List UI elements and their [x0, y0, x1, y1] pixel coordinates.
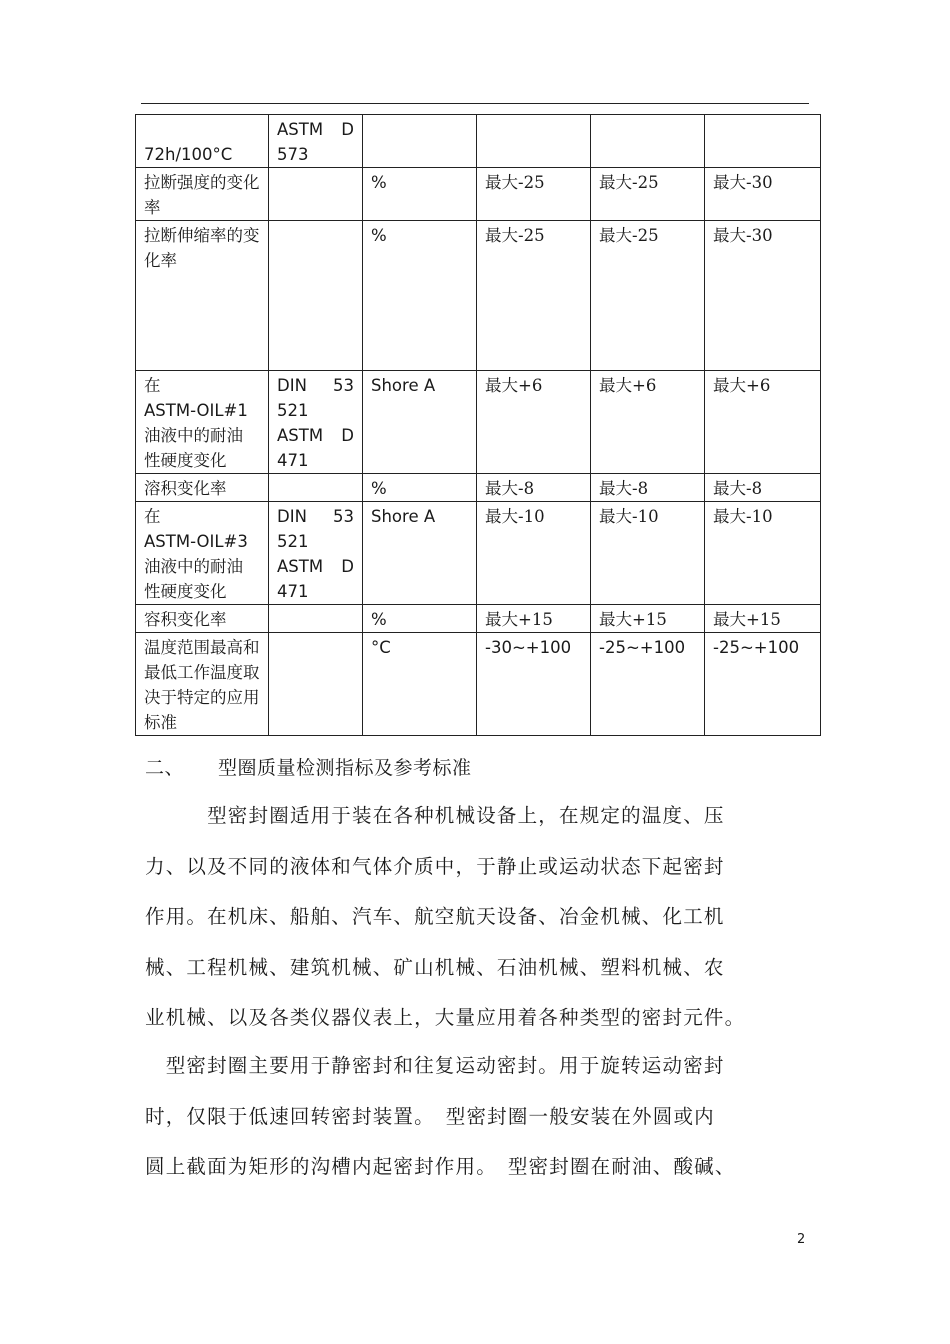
- cell-text: 油液中的耐油: [144, 426, 243, 445]
- table-cell: [269, 605, 363, 633]
- cell-text: ASTM: [277, 120, 324, 139]
- table-cell: Shore A: [363, 371, 477, 474]
- table-cell: 最大+6: [705, 371, 821, 474]
- cell-text: 573: [277, 145, 309, 164]
- table-row: [136, 221, 821, 371]
- table-cell: [269, 502, 363, 605]
- table-row: [136, 633, 821, 736]
- table-cell: °C: [363, 633, 477, 736]
- cell-text: D: [341, 120, 354, 139]
- cell-text: ASTM-OIL#1: [144, 401, 248, 420]
- cell-text: ASTM: [277, 557, 324, 576]
- table-cell: [136, 371, 269, 474]
- table-cell: [591, 115, 705, 168]
- table-cell: 拉断强度的变化率: [136, 168, 269, 221]
- table-cell: 最大+15: [705, 605, 821, 633]
- table-cell: %: [363, 221, 477, 371]
- text-line: 械、工程机械、建筑机械、矿山机械、石油机械、塑料机械、农: [145, 955, 725, 979]
- table-cell: 容积变化率: [136, 605, 269, 633]
- text-line: 业机械、以及各类仪器仪表上，大量应用着各种类型的密封元件。: [145, 1006, 746, 1029]
- table-cell: 最大-8: [477, 474, 591, 502]
- page-number: 2: [797, 1232, 806, 1247]
- table-cell: %: [363, 605, 477, 633]
- cell-text: 在: [144, 507, 161, 526]
- text-line: 作用。在机床、船舶、汽车、航空航天设备、冶金机械、化工机: [145, 905, 725, 928]
- table-cell: 最大-10: [705, 502, 821, 605]
- table-cell: [363, 115, 477, 168]
- text-line: 圆上截面为矩形的沟槽内起密封作用。 型密封圈在耐油、酸碱、: [145, 1155, 736, 1178]
- table-cell: 最大+15: [591, 605, 705, 633]
- cell-text: DIN: [277, 507, 307, 526]
- table-cell: -25~+100: [705, 633, 821, 736]
- table-row: [136, 502, 821, 605]
- cell-line: [277, 117, 354, 142]
- text-line: 时，仅限于低速回转密封装置。 型密封圈一般安装在外圆或内: [145, 1104, 715, 1128]
- table-cell: 最大-30: [705, 168, 821, 221]
- table-cell: [269, 221, 363, 371]
- table-cell: 最大-10: [477, 502, 591, 605]
- table-cell: -25~+100: [591, 633, 705, 736]
- table-row: [136, 474, 821, 502]
- table-cell: [269, 633, 363, 736]
- table-cell: Shore A: [363, 502, 477, 605]
- paragraph: [145, 791, 810, 1044]
- cell-text: 油液中的耐油: [144, 557, 243, 576]
- table-cell: -30~+100: [477, 633, 591, 736]
- table-cell: 拉断伸缩率的变化率: [136, 221, 269, 371]
- cell-text: ASTM-OIL#3: [144, 532, 248, 551]
- specification-table: [135, 114, 821, 736]
- table-cell: [269, 115, 363, 168]
- table-cell: 最大-25: [591, 221, 705, 371]
- cell-line: [277, 423, 354, 448]
- cell-text: 471: [277, 582, 309, 601]
- table-row: [136, 371, 821, 474]
- table-cell: [269, 474, 363, 502]
- cell-text: 性硬度变化: [144, 582, 227, 601]
- section-heading: [145, 754, 472, 782]
- cell-text: 53: [333, 507, 354, 526]
- cell-text: DIN: [277, 376, 307, 395]
- cell-text: 性硬度变化: [144, 451, 227, 470]
- table-cell: 溶积变化率: [136, 474, 269, 502]
- table-cell: [136, 502, 269, 605]
- table-cell: [269, 168, 363, 221]
- cell-text: ASTM: [277, 426, 324, 445]
- table-cell: [269, 371, 363, 474]
- table-cell: [705, 115, 821, 168]
- cell-line: [277, 554, 354, 579]
- cell-text: 521: [277, 532, 309, 551]
- text-line: 力、以及不同的液体和气体介质中，于静止或运动状态下起密封: [145, 854, 725, 878]
- header-rule: [141, 103, 809, 104]
- cell-text: 521: [277, 401, 309, 420]
- table-cell: 最大-25: [477, 168, 591, 221]
- table-cell: 最大+6: [477, 371, 591, 474]
- table-cell: 最大-25: [477, 221, 591, 371]
- section-number: 二、: [145, 757, 185, 779]
- table-row: [136, 115, 821, 168]
- table-cell: 最大+15: [477, 605, 591, 633]
- table-cell: 最大-8: [705, 474, 821, 502]
- cell-line: [277, 504, 354, 529]
- text-line: 型密封圈主要用于静密封和往复运动密封。用于旋转运动密封: [145, 1054, 725, 1077]
- table-cell: 最大-8: [591, 474, 705, 502]
- text-line: 型密封圈适用于装在各种机械设备上，在规定的温度、压: [145, 804, 725, 827]
- table-row: [136, 605, 821, 633]
- table-cell: %: [363, 474, 477, 502]
- cell-text: 在: [144, 376, 161, 395]
- paragraph: [145, 1041, 810, 1193]
- table-cell: 最大-30: [705, 221, 821, 371]
- cell-line: [277, 373, 354, 398]
- section-title: 型圈质量检测指标及参考标准: [218, 757, 472, 779]
- table-cell: %: [363, 168, 477, 221]
- cell-text: 471: [277, 451, 309, 470]
- table-row: [136, 168, 821, 221]
- table-cell: 最大+6: [591, 371, 705, 474]
- table-cell: 最大-25: [591, 168, 705, 221]
- table-cell: 温度范围最高和最低工作温度取决于特定的应用标准: [136, 633, 269, 736]
- table-cell: [477, 115, 591, 168]
- cell-text: D: [341, 426, 354, 445]
- table-cell: 最大-10: [591, 502, 705, 605]
- cell-text: D: [341, 557, 354, 576]
- table-cell: 72h/100°C: [136, 115, 269, 168]
- cell-text: 53: [333, 376, 354, 395]
